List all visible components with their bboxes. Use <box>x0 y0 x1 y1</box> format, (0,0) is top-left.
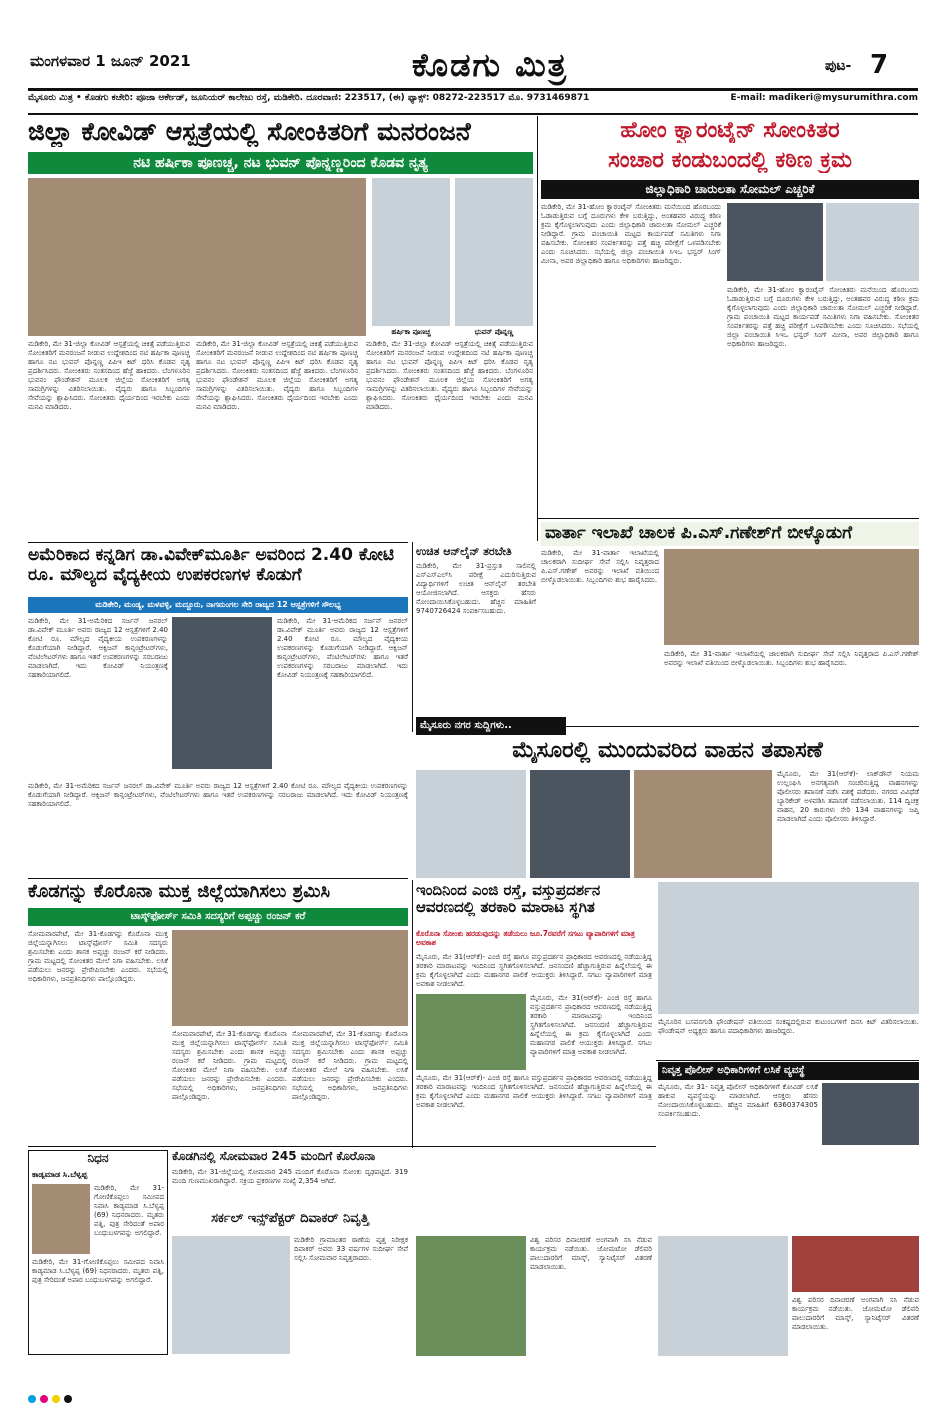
column-divider <box>537 116 538 541</box>
obituary-heading: ನಿಧನ <box>87 1152 109 1165</box>
story13-body-col2: ವಿಶ್ವ ಪರಿಸರ ದಿನಾಚರಣೆ ಅಂಗವಾಗಿ ಸಸಿ ನೆಡುವ ಕಾರ್ಯಕ್ರಮ ನಡೆಯಿತು. ಜೋಮಟೋ ಡೆಲಿವರಿ ಪಾಲುದಾರರಿಗೆ ಮಾಸ್ಕ್, ಸ್ಯಾನಿಟೈಸರ್ ವಿತರಣೆ ಮಾಡಲಾಯಿತು. <box>792 1296 919 1331</box>
section-rule <box>28 878 408 879</box>
story6-kicker: ಮೈಸೂರು ನಗರ ಸುದ್ದಿಗಳು.. <box>416 717 566 735</box>
story5-body: ಮಡಿಕೇರಿ, ಮೇ 31-ಪ್ರಸ್ತುತ ಸಾಲಿನಲ್ಲಿ ಎಸ್‌ಎಸ್‌ಎಲ್‌ಸಿ ಪರೀಕ್ಷೆ ಎದುರಿಸುತ್ತಿರುವ ವಿದ್ಯಾರ್ಥಿಗಳಿಗೆ ಉಚಿತ ಆನ್‌ಲೈನ್ ತರಬೇತಿ ಆಯೋಜಿಸಲಾಗಿದೆ. ಆಸಕ್ತರು ಹೆಸರು ನೋಂದಾಯಿಸಿಕೊಳ್ಳಬಹುದು. ಹೆಚ್ಚಿನ ಮಾಹಿತಿಗೆ 9740726424 ಸಂಪರ್ಕಿಸಬಹುದು. <box>416 562 536 615</box>
page-number: 7 <box>870 50 889 80</box>
story4-photo-vivek-murthy <box>172 617 272 769</box>
story8-subhead: ಕೊರೊನಾ ಸೋಂಕು ಹರಡುವುದನ್ನು ತಡೆಯಲು ಜೂ.7ರವರೆಗೆ ಸಗಟು ವ್ಯಾಪಾರಿಗಳಿಗೆ ಮಾತ್ರ ಅವಕಾಶ <box>416 930 635 947</box>
story5-headline: ಉಚಿತ ಆನ್‌ಲೈನ್ ತರಬೇತಿ <box>416 546 512 558</box>
obituary-body-col2: ಮಡಿಕೇರಿ, ಮೇ 31-ಗೋಣಿಕೊಪ್ಪಲು ಸಮೀಪದ ನಿವಾಸಿ ಕಾಡ್ಯಮಾಡ ಸಿ.ಬೆಳ್ಯಪ್ಪ (69) ನಿಧನರಾದರು. ಮೃತರು ಪತ್ನಿ, ಪುತ್ರ ಸೇರಿದಂತೆ ಅಪಾರ ಬಂಧುಬಳಗವನ್ನು ಅಗಲಿದ್ದಾರೆ. <box>32 1258 164 1284</box>
page-label: ಪುಟ- <box>825 58 852 74</box>
obituary-body-col1: ಮಡಿಕೇರಿ, ಮೇ 31-ಗೋಣಿಕೊಪ್ಪಲು ಸಮೀಪದ ನಿವಾಸಿ ಕಾಡ್ಯಮಾಡ ಸಿ.ಬೆಳ್ಯಪ್ಪ (69) ನಿಧನರಾದರು. ಮೃತರು ಪತ್ನಿ, ಪುತ್ರ ಸೇರಿದಂತೆ ಅಪಾರ ಬಂಧುಬಳಗವನ್ನು ಅಗಲಿದ್ದಾರೆ. <box>94 1184 164 1237</box>
story13-photo-group <box>658 1236 788 1356</box>
story1-body-col2: ಮಡಿಕೇರಿ, ಮೇ 31-ಜಿಲ್ಲಾ ಕೋವಿಡ್ ಆಸ್ಪತ್ರೆಯಲ್ಲಿ ಚಿಕಿತ್ಸೆ ಪಡೆಯುತ್ತಿರುವ ಸೋಂಕಿತರಿಗೆ ಮನರಂಜನೆ ನೀಡುವ ಉದ್ದೇಶದಿಂದ ನಟಿ ಹರ್ಷಿಕಾ ಪೂಣಚ್ಚ ಹಾಗೂ ನಟ ಭುವನ್ ಪೊನ್ನಣ್ಣ ಪಿಪಿಇ ಕಿಟ್ ಧರಿಸಿ ಕೊಡವ ನೃತ್ಯ ಪ್ರದರ್ಶಿಸಿದರು. ಸೋಂಕಿತರು ಸಂತಸದಿಂದ ಹೆಜ್ಜೆ ಹಾಕಿದರು. ಬೆಂಗಳೂರಿನ ಭುವನಂ ಫೌಂಡೇಶನ್ ಮೂಲಕ ಜಿಲ್ಲೆಯ ಸೋಂಕಿತರಿಗೆ ಅಗತ್ಯ ಸಾಮಗ್ರಿಗಳನ್ನು ವಿತರಿಸಲಾಯಿತು. ವೈದ್ಯರು ಹಾಗೂ ಸಿಬ್ಬಂದಿಗಳ ಸೇವೆಯನ್ನು ಶ್ಲಾಘಿಸಿದರು. ಸೋಂಕಿತರು ಧೈರ್ಯದಿಂದ ಇರಬೇಕು ಎಂದು ಮನವಿ ಮಾಡಿದರು. <box>196 340 358 411</box>
story8-headline: ಇಂದಿನಿಂದ ಎಂಜಿ ರಸ್ತೆ, ವಸ್ತುಪ್ರದರ್ಶನ ಆವರಣದಲ್ಲಿ ತರಕಾರಿ ಮಾರಾಟ ಸ್ಥಗಿತ <box>416 882 601 917</box>
obituary-photo <box>32 1184 90 1254</box>
story6-photo-bike <box>530 770 630 878</box>
issue-date: ಮಂಗಳವಾರ 1 ಜೂನ್ 2021 <box>30 52 191 70</box>
story3-headline: ವಾರ್ತಾ ಇಲಾಖೆ ಚಾಲಕ ಪಿ.ಎಸ್.ಗಣೇಶ್‌ಗೆ ಬೀಳ್ಕೊಡುಗೆ <box>541 522 919 546</box>
story7-body-col1: ಸೋಮವಾರಪೇಟೆ, ಮೇ 31-ಕೊಡಗನ್ನು ಕೊರೊನಾ ಮುಕ್ತ ಜಿಲ್ಲೆಯನ್ನಾಗಿಸಲು ಟಾಸ್ಕ್‌ಫೋರ್ಸ್ ಸಮಿತಿ ಸದಸ್ಯರು ಶ್ರಮಿಸಬೇಕು ಎಂದು ಶಾಸಕ ಅಪ್ಪಚ್ಚು ರಂಜನ್ ಕರೆ ನೀಡಿದರು. ಗ್ರಾಮ ಮಟ್ಟದಲ್ಲಿ ಸೋಂಕಿತರ ಮೇಲೆ ನಿಗಾ ವಹಿಸಬೇಕು. ಲಸಿಕೆ ಪಡೆಯಲು ಜನರನ್ನು ಪ್ರೇರೇಪಿಸಬೇಕು ಎಂದರು. ಸಭೆಯಲ್ಲಿ ಅಧಿಕಾರಿಗಳು, ಜನಪ್ರತಿನಿಧಿಗಳು ಪಾಲ್ಗೊಂಡಿದ್ದರು. <box>28 930 168 983</box>
story10-headline: ನಿವೃತ್ತ ಪೊಲೀಸ್ ಅಧಿಕಾರಿಗಳಿಗೆ ಲಸಿಕೆ ವ್ಯವಸ್ಥೆ <box>658 1062 919 1080</box>
story1-photo-harshika <box>372 178 450 326</box>
story11-body: ಮಡಿಕೇರಿ, ಮೇ 31-ಜಿಲ್ಲೆಯಲ್ಲಿ ಸೋಮವಾರ 245 ಮಂದಿಗೆ ಕೊರೊನಾ ಸೋಂಕು ದೃಢಪಟ್ಟಿದೆ. 319 ಮಂದಿ ಗುಣಮುಖರಾಗಿದ್ದಾರೆ. ಸಕ್ರಿಯ ಪ್ರಕರಣಗಳ ಸಂಖ್ಯೆ 2,354 ಆಗಿದೆ. <box>172 1168 408 1185</box>
section-rule <box>656 1060 919 1061</box>
story7-body-col3: ಸೋಮವಾರಪೇಟೆ, ಮೇ 31-ಕೊಡಗನ್ನು ಕೊರೊನಾ ಮುಕ್ತ ಜಿಲ್ಲೆಯನ್ನಾಗಿಸಲು ಟಾಸ್ಕ್‌ಫೋರ್ಸ್ ಸಮಿತಿ ಸದಸ್ಯರು ಶ್ರಮಿಸಬೇಕು ಎಂದು ಶಾಸಕ ಅಪ್ಪಚ್ಚು ರಂಜನ್ ಕರೆ ನೀಡಿದರು. ಗ್ರಾಮ ಮಟ್ಟದಲ್ಲಿ ಸೋಂಕಿತರ ಮೇಲೆ ನಿಗಾ ವಹಿಸಬೇಕು. ಲಸಿಕೆ ಪಡೆಯಲು ಜನರನ್ನು ಪ್ರೇರೇಪಿಸಬೇಕು ಎಂದರು. ಸಭೆಯಲ್ಲಿ ಅಧಿಕಾರಿಗಳು, ಜನಪ್ರತಿನಿಧಿಗಳು ಪಾಲ್ಗೊಂಡಿದ್ದರು. <box>292 1030 408 1101</box>
story12-headline: ಸರ್ಕಲ್ ಇನ್ಸ್‌ಪೆಕ್ಟರ್ ದಿವಾಕರ್ ನಿವೃತ್ತಿ <box>211 1212 369 1226</box>
obituary-name: ಕಾಡ್ಯಮಾಡ ಸಿ.ಬೆಳ್ಯಪ್ಪ <box>32 1170 88 1179</box>
story7-body-col2: ಸೋಮವಾರಪೇಟೆ, ಮೇ 31-ಕೊಡಗನ್ನು ಕೊರೊನಾ ಮುಕ್ತ ಜಿಲ್ಲೆಯನ್ನಾಗಿಸಲು ಟಾಸ್ಕ್‌ಫೋರ್ಸ್ ಸಮಿತಿ ಸದಸ್ಯರು ಶ್ರಮಿಸಬೇಕು ಎಂದು ಶಾಸಕ ಅಪ್ಪಚ್ಚು ರಂಜನ್ ಕರೆ ನೀಡಿದರು. ಗ್ರಾಮ ಮಟ್ಟದಲ್ಲಿ ಸೋಂಕಿತರ ಮೇಲೆ ನಿಗಾ ವಹಿಸಬೇಕು. ಲಸಿಕೆ ಪಡೆಯಲು ಜನರನ್ನು ಪ್ರೇರೇಪಿಸಬೇಕು ಎಂದರು. ಸಭೆಯಲ್ಲಿ ಅಧಿಕಾರಿಗಳು, ಜನಪ್ರತಿನಿಧಿಗಳು ಪಾಲ್ಗೊಂಡಿದ್ದರು. <box>172 1030 287 1101</box>
story6-body: ಮೈಸೂರು, ಮೇ 31(ಆರ್‌ಕೆ)- ಲಾಕ್‌ಡೌನ್ ನಿಯಮ ಉಲ್ಲಂಘಿಸಿ ಅನಗತ್ಯವಾಗಿ ಸಂಚರಿಸುತ್ತಿದ್ದ ವಾಹನಗಳನ್ನು ಪೊಲೀಸರು ತಪಾಸಣೆ ನಡೆಸಿ ವಶಕ್ಕೆ ಪಡೆದರು. ನಗರದ ವಿವಿಧೆಡೆ ಬ್ಯಾರಿಕೇಡ್ ಅಳವಡಿಸಿ ತಪಾಸಣೆ ನಡೆಸಲಾಯಿತು. 114 ದ್ವಿಚಕ್ರ ವಾಹನ, 20 ಕಾರುಗಳು ಸೇರಿ 134 ವಾಹನಗಳನ್ನು ಜಪ್ತಿ ಮಾಡಲಾಗಿದೆ ಎಂದು ಪೊಲೀಸರು ತಿಳಿಸಿದ್ದಾರೆ. <box>777 770 919 823</box>
story8-body-col1: ಮೈಸೂರು, ಮೇ 31(ಆರ್‌ಕೆ)- ಎಂಜಿ ರಸ್ತೆ ಹಾಗೂ ವಸ್ತುಪ್ರದರ್ಶನ ಪ್ರಾಧಿಕಾರದ ಆವರಣದಲ್ಲಿ ನಡೆಯುತ್ತಿದ್ದ ತರಕಾರಿ ಮಾರಾಟವನ್ನು ಇಂದಿನಿಂದ ಸ್ಥಗಿತಗೊಳಿಸಲಾಗಿದೆ. ಜನಸಂದಣಿ ಹೆಚ್ಚಾಗುತ್ತಿರುವ ಹಿನ್ನೆಲೆಯಲ್ಲಿ ಈ ಕ್ರಮ ಕೈಗೊಳ್ಳಲಾಗಿದೆ ಎಂದು ಮಹಾನಗರ ಪಾಲಿಕೆ ಆಯುಕ್ತರು ತಿಳಿಸಿದ್ದಾರೆ. ಸಗಟು ವ್ಯಾಪಾರಿಗಳಿಗೆ ಮಾತ್ರ ಅವಕಾಶ ನೀಡಲಾಗಿದೆ. <box>416 953 652 988</box>
section-rule <box>28 542 408 543</box>
story2-body-col2: ಮಡಿಕೇರಿ, ಮೇ 31-ಹೋಂ ಕ್ವಾರಂಟೈನ್ ಸೋಂಕಿತರು ಮನೆಯಿಂದ ಹೊರಬಂದು ಓಡಾಡುತ್ತಿರುವ ಬಗ್ಗೆ ದೂರುಗಳು ಕೇಳಿ ಬರುತ್ತಿದ್ದು, ಅಂತಹವರ ವಿರುದ್ಧ ಕಠಿಣ ಕ್ರಮ ಕೈಗೊಳ್ಳಲಾಗುವುದು ಎಂದು ಜಿಲ್ಲಾಧಿಕಾರಿ ಚಾರುಲತಾ ಸೋಮಲ್ ಎಚ್ಚರಿಕೆ ನೀಡಿದ್ದಾರೆ. ಗ್ರಾಮ ಪಂಚಾಯಿತಿ ಮಟ್ಟದ ಕಾರ್ಯಪಡೆ ಸಮಿತಿಗಳು ನಿಗಾ ವಹಿಸಬೇಕು. ಸೋಂಕಿತರ ಸಂಪರ್ಕಿತರನ್ನು ಪತ್ತೆ ಹಚ್ಚಿ ಪರೀಕ್ಷೆಗೆ ಒಳಪಡಿಸಬೇಕು ಎಂದು ಸೂಚಿಸಿದರು. ಸಭೆಯಲ್ಲಿ ಜಿಲ್ಲಾ ಪಂಚಾಯಿತಿ ಸಿಇಒ ಭನ್ವರ್ ಸಿಂಗ್ ಮೀನಾ, ಅಪರ ಜಿಲ್ಲಾಧಿಕಾರಿ ಹಾಗೂ ಅಧಿಕಾರಿಗಳು ಹಾಜರಿದ್ದರು. <box>727 286 919 348</box>
section-rule <box>537 518 919 519</box>
story7-subhead: ಟಾಸ್ಕ್‌ಫೋರ್ಸ್ ಸಮಿತಿ ಸದಸ್ಯರಿಗೆ ಅಪ್ಪಚ್ಚು ರಂಜನ್ ಕರೆ <box>28 908 408 926</box>
story3-body: ಮಡಿಕೇರಿ, ಮೇ 31-ವಾರ್ತಾ ಇಲಾಖೆಯಲ್ಲಿ ಚಾಲಕರಾಗಿ ಸುದೀರ್ಘ ಸೇವೆ ಸಲ್ಲಿಸಿ ನಿವೃತ್ತರಾದ ಪಿ.ಎಸ್.ಗಣೇಶ್ ಅವರನ್ನು ಇಲಾಖೆ ವತಿಯಿಂದ ಬೀಳ್ಕೊಡಲಾಯಿತು. ಸಿಬ್ಬಂದಿಗಳು ಶುಭ ಹಾರೈಸಿದರು. <box>541 549 659 584</box>
story2-photo-officials <box>727 203 823 281</box>
story1-photo-dance <box>28 178 366 336</box>
story3-photo <box>664 549 919 645</box>
masthead-rule-lower <box>28 113 918 115</box>
story13-body-col1: ವಿಶ್ವ ಪರಿಸರ ದಿನಾಚರಣೆ ಅಂಗವಾಗಿ ಸಸಿ ನೆಡುವ ಕಾರ್ಯಕ್ರಮ ನಡೆಯಿತು. ಜೋಮಟೋ ಡೆಲಿವರಿ ಪಾಲುದಾರರಿಗೆ ಮಾಸ್ಕ್, ಸ್ಯಾನಿಟೈಸರ್ ವಿತರಣೆ ಮಾಡಲಾಯಿತು. <box>530 1236 652 1271</box>
story4-subhead: ಮಡಿಕೇರಿ, ಮಂಡ್ಯ, ಮಳವಳ್ಳಿ, ಮದ್ದೂರು, ನಾಗಮಂಗಲ ಸೇರಿ ರಾಜ್ಯದ 12 ಆಸ್ಪತ್ರೆಗಳಿಗೆ ಸೌಲಭ್ಯ <box>28 597 408 613</box>
story1-subhead: ನಟಿ ಹರ್ಷಿಕಾ ಪೂಣಚ್ಚ, ನಟ ಭುವನ್ ಪೊನ್ನಣ್ಣರಿಂದ ಕೊಡವ ನೃತ್ಯ <box>28 152 533 174</box>
story4-body-col3: ಮಡಿಕೇರಿ, ಮೇ 31-ಅಮೆರಿಕದ ಸರ್ಜನ್ ಜನರಲ್ ಡಾ.ವಿವೇಕ್ ಮೂರ್ತಿ ಅವರು ರಾಜ್ಯದ 12 ಆಸ್ಪತ್ರೆಗಳಿಗೆ 2.40 ಕೋಟಿ ರೂ. ಮೌಲ್ಯದ ವೈದ್ಯಕೀಯ ಉಪಕರಣಗಳನ್ನು ಕೊಡುಗೆಯಾಗಿ ನೀಡಿದ್ದಾರೆ. ಆಕ್ಸಿಜನ್ ಕಾನ್ಸಂಟ್ರೇಟರ್‌ಗಳು, ವೆಂಟಿಲೇಟರ್‌ಗಳು ಹಾಗೂ ಇತರೆ ಉಪಕರಣಗಳನ್ನು ಸರಬರಾಜು ಮಾಡಲಾಗಿದೆ. ಇದು ಕೋವಿಡ್ ನಿಯಂತ್ರಣಕ್ಕೆ ಸಹಕಾರಿಯಾಗಲಿದೆ. <box>28 782 408 808</box>
story2-subhead: ಜಿಲ್ಲಾಧಿಕಾರಿ ಚಾರುಲತಾ ಸೋಮಲ್ ಎಚ್ಚರಿಕೆ <box>541 180 919 199</box>
contact-address: ಮೈಸೂರು ಮಿತ್ರ • ಕೊಡಗು ಕಚೇರಿ: ಪೂಜಾ ಆರ್ಕೇಡ್, ಜೂನಿಯರ್ ಕಾಲೇಜು ರಸ್ತೆ, ಮಡಿಕೇರಿ. ದೂರವಾಣಿ: 223517, (ಈ) ಫ್ಯಾಕ್ಸ್: 08272-223517 ಮೊ. 9731469871 <box>28 93 590 103</box>
story11-headline: ಕೊಡಗಿನಲ್ಲಿ ಸೋಮವಾರ 245 ಮಂದಿಗೆ ಕೊರೊನಾ <box>172 1150 376 1163</box>
section-rule <box>566 726 919 727</box>
story2-headline-line2: ಸಂಚಾರ ಕಂಡುಬಂದಲ್ಲಿ ಕಠಿಣ ಕ್ರಮ <box>608 148 852 173</box>
story13-photo-planting <box>416 1236 526 1356</box>
registration-marks <box>28 1395 918 1403</box>
story1-photo-bhuvan <box>455 178 533 326</box>
story8-body-col3: ಮೈಸೂರು, ಮೇ 31(ಆರ್‌ಕೆ)- ಎಂಜಿ ರಸ್ತೆ ಹಾಗೂ ವಸ್ತುಪ್ರದರ್ಶನ ಪ್ರಾಧಿಕಾರದ ಆವರಣದಲ್ಲಿ ನಡೆಯುತ್ತಿದ್ದ ತರಕಾರಿ ಮಾರಾಟವನ್ನು ಇಂದಿನಿಂದ ಸ್ಥಗಿತಗೊಳಿಸಲಾಗಿದೆ. ಜನಸಂದಣಿ ಹೆಚ್ಚಾಗುತ್ತಿರುವ ಹಿನ್ನೆಲೆಯಲ್ಲಿ ಈ ಕ್ರಮ ಕೈಗೊಳ್ಳಲಾಗಿದೆ ಎಂದು ಮಹಾನಗರ ಪಾಲಿಕೆ ಆಯುಕ್ತರು ತಿಳಿಸಿದ್ದಾರೆ. ಸಗಟು ವ್ಯಾಪಾರಿಗಳಿಗೆ ಮಾತ್ರ ಅವಕಾಶ ನೀಡಲಾಗಿದೆ. <box>416 1074 652 1109</box>
story4-body-col1: ಮಡಿಕೇರಿ, ಮೇ 31-ಅಮೆರಿಕದ ಸರ್ಜನ್ ಜನರಲ್ ಡಾ.ವಿವೇಕ್ ಮೂರ್ತಿ ಅವರು ರಾಜ್ಯದ 12 ಆಸ್ಪತ್ರೆಗಳಿಗೆ 2.40 ಕೋಟಿ ರೂ. ಮೌಲ್ಯದ ವೈದ್ಯಕೀಯ ಉಪಕರಣಗಳನ್ನು ಕೊಡುಗೆಯಾಗಿ ನೀಡಿದ್ದಾರೆ. ಆಕ್ಸಿಜನ್ ಕಾನ್ಸಂಟ್ರೇಟರ್‌ಗಳು, ವೆಂಟಿಲೇಟರ್‌ಗಳು ಹಾಗೂ ಇತರೆ ಉಪಕರಣಗಳನ್ನು ಸರಬರಾಜು ಮಾಡಲಾಗಿದೆ. ಇದು ಕೋವಿಡ್ ನಿಯಂತ್ರಣಕ್ಕೆ ಸಹಕಾರಿಯಾಗಲಿದೆ. <box>28 617 168 679</box>
column-divider <box>412 880 413 1148</box>
story13-photo-delivery <box>792 1236 919 1292</box>
story1-caption-right: ಭುವನ್ ಪೊನ್ನಣ್ಣ <box>474 328 514 336</box>
story1-body-col1: ಮಡಿಕೇರಿ, ಮೇ 31-ಜಿಲ್ಲಾ ಕೋವಿಡ್ ಆಸ್ಪತ್ರೆಯಲ್ಲಿ ಚಿಕಿತ್ಸೆ ಪಡೆಯುತ್ತಿರುವ ಸೋಂಕಿತರಿಗೆ ಮನರಂಜನೆ ನೀಡುವ ಉದ್ದೇಶದಿಂದ ನಟಿ ಹರ್ಷಿಕಾ ಪೂಣಚ್ಚ ಹಾಗೂ ನಟ ಭುವನ್ ಪೊನ್ನಣ್ಣ ಪಿಪಿಇ ಕಿಟ್ ಧರಿಸಿ ಕೊಡವ ನೃತ್ಯ ಪ್ರದರ್ಶಿಸಿದರು. ಸೋಂಕಿತರು ಸಂತಸದಿಂದ ಹೆಜ್ಜೆ ಹಾಕಿದರು. ಬೆಂಗಳೂರಿನ ಭುವನಂ ಫೌಂಡೇಶನ್ ಮೂಲಕ ಜಿಲ್ಲೆಯ ಸೋಂಕಿತರಿಗೆ ಅಗತ್ಯ ಸಾಮಗ್ರಿಗಳನ್ನು ವಿತರಿಸಲಾಯಿತು. ವೈದ್ಯರು ಹಾಗೂ ಸಿಬ್ಬಂದಿಗಳ ಸೇವೆಯನ್ನು ಶ್ಲಾಘಿಸಿದರು. ಸೋಂಕಿತರು ಧೈರ್ಯದಿಂದ ಇರಬೇಕು ಎಂದು ಮನವಿ ಮಾಡಿದರು. <box>28 340 190 411</box>
contact-email: E-mail: madikeri@mysurumithra.com <box>730 93 918 103</box>
story4-body-col2: ಮಡಿಕೇರಿ, ಮೇ 31-ಅಮೆರಿಕದ ಸರ್ಜನ್ ಜನರಲ್ ಡಾ.ವಿವೇಕ್ ಮೂರ್ತಿ ಅವರು ರಾಜ್ಯದ 12 ಆಸ್ಪತ್ರೆಗಳಿಗೆ 2.40 ಕೋಟಿ ರೂ. ಮೌಲ್ಯದ ವೈದ್ಯಕೀಯ ಉಪಕರಣಗಳನ್ನು ಕೊಡುಗೆಯಾಗಿ ನೀಡಿದ್ದಾರೆ. ಆಕ್ಸಿಜನ್ ಕಾನ್ಸಂಟ್ರೇಟರ್‌ಗಳು, ವೆಂಟಿಲೇಟರ್‌ಗಳು ಹಾಗೂ ಇತರೆ ಉಪಕರಣಗಳನ್ನು ಸರಬರಾಜು ಮಾಡಲಾಗಿದೆ. ಇದು ಕೋವಿಡ್ ನಿಯಂತ್ರಣಕ್ಕೆ ಸಹಕಾರಿಯಾಗಲಿದೆ. <box>277 617 408 679</box>
story7-photo-meeting <box>172 930 408 1026</box>
story9-photo-donation <box>658 882 919 1014</box>
story6-photo-checkpost <box>634 770 772 878</box>
story9-caption: ಮೈಸೂರಿನ ಬಸವನಗುಡಿ ಫೌಂಡೇಷನ್ ವತಿಯಿಂದ ಸಂಕಷ್ಟದಲ್ಲಿರುವ ಕುಟುಂಬಗಳಿಗೆ ದಿನಸಿ ಕಿಟ್ ವಿತರಿಸಲಾಯಿತು. ಫೌಂಡೇಷನ್ ಅಧ್ಯಕ್ಷರು ಹಾಗೂ ಪದಾಧಿಕಾರಿಗಳು ಹಾಜರಿದ್ದರು. <box>658 1018 919 1035</box>
story4-headline: ಅಮೆರಿಕಾದ ಕನ್ನಡಿಗ ಡಾ.ವಿವೇಕ್‌ಮೂರ್ತಿ ಅವರಿಂದ 2.40 ಕೋಟಿ ರೂ. ಮೌಲ್ಯದ ವೈದ್ಯಕೀಯ ಉಪಕರಣಗಳ ಕೊಡುಗೆ <box>28 546 395 585</box>
story1-caption-left: ಹರ್ಷಿಕಾ ಪೂಣಚ್ಚ <box>391 328 431 336</box>
story12-body: ಮಡಿಕೇರಿ ಗ್ರಾಮಾಂತರ ಠಾಣೆಯ ವೃತ್ತ ನಿರೀಕ್ಷಕ ದಿವಾಕರ್ ಅವರು 33 ವರ್ಷಗಳ ಸುದೀರ್ಘ ಸೇವೆ ಸಲ್ಲಿಸಿ ಸೋಮವಾರ ನಿವೃತ್ತರಾದರು. <box>294 1236 408 1262</box>
masthead-rule <box>28 88 918 91</box>
story2-body-col1: ಮಡಿಕೇರಿ, ಮೇ 31-ಹೋಂ ಕ್ವಾರಂಟೈನ್ ಸೋಂಕಿತರು ಮನೆಯಿಂದ ಹೊರಬಂದು ಓಡಾಡುತ್ತಿರುವ ಬಗ್ಗೆ ದೂರುಗಳು ಕೇಳಿ ಬರುತ್ತಿದ್ದು, ಅಂತಹವರ ವಿರುದ್ಧ ಕಠಿಣ ಕ್ರಮ ಕೈಗೊಳ್ಳಲಾಗುವುದು ಎಂದು ಜಿಲ್ಲಾಧಿಕಾರಿ ಚಾರುಲತಾ ಸೋಮಲ್ ಎಚ್ಚರಿಕೆ ನೀಡಿದ್ದಾರೆ. ಗ್ರಾಮ ಪಂಚಾಯಿತಿ ಮಟ್ಟದ ಕಾರ್ಯಪಡೆ ಸಮಿತಿಗಳು ನಿಗಾ ವಹಿಸಬೇಕು. ಸೋಂಕಿತರ ಸಂಪರ್ಕಿತರನ್ನು ಪತ್ತೆ ಹಚ್ಚಿ ಪರೀಕ್ಷೆಗೆ ಒಳಪಡಿಸಬೇಕು ಎಂದು ಸೂಚಿಸಿದರು. ಸಭೆಯಲ್ಲಿ ಜಿಲ್ಲಾ ಪಂಚಾಯಿತಿ ಸಿಇಒ ಭನ್ವರ್ ಸಿಂಗ್ ಮೀನಾ, ಅಪರ ಜಿಲ್ಲಾಧಿಕಾರಿ ಹಾಗೂ ಅಧಿಕಾರಿಗಳು ಹಾಜರಿದ್ದರು. <box>541 203 721 265</box>
story10-body: ಮೈಸೂರು, ಮೇ 31- ನಿವೃತ್ತ ಪೊಲೀಸ್ ಅಧಿಕಾರಿಗಳಿಗೆ ಕೋವಿಡ್ ಲಸಿಕೆ ಹಾಕುವ ವ್ಯವಸ್ಥೆಯನ್ನು ಮಾಡಲಾಗಿದೆ. ಆಸಕ್ತರು ಹೆಸರು ನೋಂದಾಯಿಸಿಕೊಳ್ಳಬಹುದು. ಹೆಚ್ಚಿನ ಮಾಹಿತಿಗೆ 6360374305 ಸಂಪರ್ಕಿಸಬಹುದು. <box>658 1083 818 1118</box>
story1-headline: ಜಿಲ್ಲಾ ಕೋವಿಡ್ ಆಸ್ಪತ್ರೆಯಲ್ಲಿ ಸೋಂಕಿತರಿಗೆ ಮನರಂಜನೆ <box>28 118 471 146</box>
story12-photo-felicitation <box>172 1236 290 1354</box>
contact-line <box>28 93 918 111</box>
story6-photo-police <box>416 770 526 878</box>
section-rule <box>28 1146 656 1147</box>
column-divider <box>412 542 413 732</box>
story10-photo-vaccine <box>822 1083 919 1145</box>
newspaper-title: ಕೊಡಗು ಮಿತ್ರ <box>411 46 568 84</box>
story8-photo-market <box>416 994 526 1070</box>
story6-headline: ಮೈಸೂರಲ್ಲಿ ಮುಂದುವರಿದ ವಾಹನ ತಪಾಸಣೆ <box>512 738 823 763</box>
story2-headline-line1: ಹೋಂ ಕ್ವಾರಂಟೈನ್ ಸೋಂಕಿತರ <box>620 118 840 143</box>
story8-body-col2: ಮೈಸೂರು, ಮೇ 31(ಆರ್‌ಕೆ)- ಎಂಜಿ ರಸ್ತೆ ಹಾಗೂ ವಸ್ತುಪ್ರದರ್ಶನ ಪ್ರಾಧಿಕಾರದ ಆವರಣದಲ್ಲಿ ನಡೆಯುತ್ತಿದ್ದ ತರಕಾರಿ ಮಾರಾಟವನ್ನು ಇಂದಿನಿಂದ ಸ್ಥಗಿತಗೊಳಿಸಲಾಗಿದೆ. ಜನಸಂದಣಿ ಹೆಚ್ಚಾಗುತ್ತಿರುವ ಹಿನ್ನೆಲೆಯಲ್ಲಿ ಈ ಕ್ರಮ ಕೈಗೊಳ್ಳಲಾಗಿದೆ ಎಂದು ಮಹಾನಗರ ಪಾಲಿಕೆ ಆಯುಕ್ತರು ತಿಳಿಸಿದ್ದಾರೆ. ಸಗಟು ವ್ಯಾಪಾರಿಗಳಿಗೆ ಮಾತ್ರ ಅವಕಾಶ ನೀಡಲಾಗಿದೆ. <box>530 994 652 1056</box>
story7-headline: ಕೊಡಗನ್ನು ಕೊರೊನಾ ಮುಕ್ತ ಜಿಲ್ಲೆಯಾಗಿಸಲು ಶ್ರಮಿಸಿ <box>28 882 331 902</box>
story2-photo-meeting <box>826 203 919 281</box>
story1-body-col3: ಮಡಿಕೇರಿ, ಮೇ 31-ಜಿಲ್ಲಾ ಕೋವಿಡ್ ಆಸ್ಪತ್ರೆಯಲ್ಲಿ ಚಿಕಿತ್ಸೆ ಪಡೆಯುತ್ತಿರುವ ಸೋಂಕಿತರಿಗೆ ಮನರಂಜನೆ ನೀಡುವ ಉದ್ದೇಶದಿಂದ ನಟಿ ಹರ್ಷಿಕಾ ಪೂಣಚ್ಚ ಹಾಗೂ ನಟ ಭುವನ್ ಪೊನ್ನಣ್ಣ ಪಿಪಿಇ ಕಿಟ್ ಧರಿಸಿ ಕೊಡವ ನೃತ್ಯ ಪ್ರದರ್ಶಿಸಿದರು. ಸೋಂಕಿತರು ಸಂತಸದಿಂದ ಹೆಜ್ಜೆ ಹಾಕಿದರು. ಬೆಂಗಳೂರಿನ ಭುವನಂ ಫೌಂಡೇಶನ್ ಮೂಲಕ ಜಿಲ್ಲೆಯ ಸೋಂಕಿತರಿಗೆ ಅಗತ್ಯ ಸಾಮಗ್ರಿಗಳನ್ನು ವಿತರಿಸಲಾಯಿತು. ವೈದ್ಯರು ಹಾಗೂ ಸಿಬ್ಬಂದಿಗಳ ಸೇವೆಯನ್ನು ಶ್ಲಾಘಿಸಿದರು. ಸೋಂಕಿತರು ಧೈರ್ಯದಿಂದ ಇರಬೇಕು ಎಂದು ಮನವಿ ಮಾಡಿದರು. <box>366 340 533 411</box>
story3-body-col2: ಮಡಿಕೇರಿ, ಮೇ 31-ವಾರ್ತಾ ಇಲಾಖೆಯಲ್ಲಿ ಚಾಲಕರಾಗಿ ಸುದೀರ್ಘ ಸೇವೆ ಸಲ್ಲಿಸಿ ನಿವೃತ್ತರಾದ ಪಿ.ಎಸ್.ಗಣೇಶ್ ಅವರನ್ನು ಇಲಾಖೆ ವತಿಯಿಂದ ಬೀಳ್ಕೊಡಲಾಯಿತು. ಸಿಬ್ಬಂದಿಗಳು ಶುಭ ಹಾರೈಸಿದರು. <box>664 650 919 667</box>
